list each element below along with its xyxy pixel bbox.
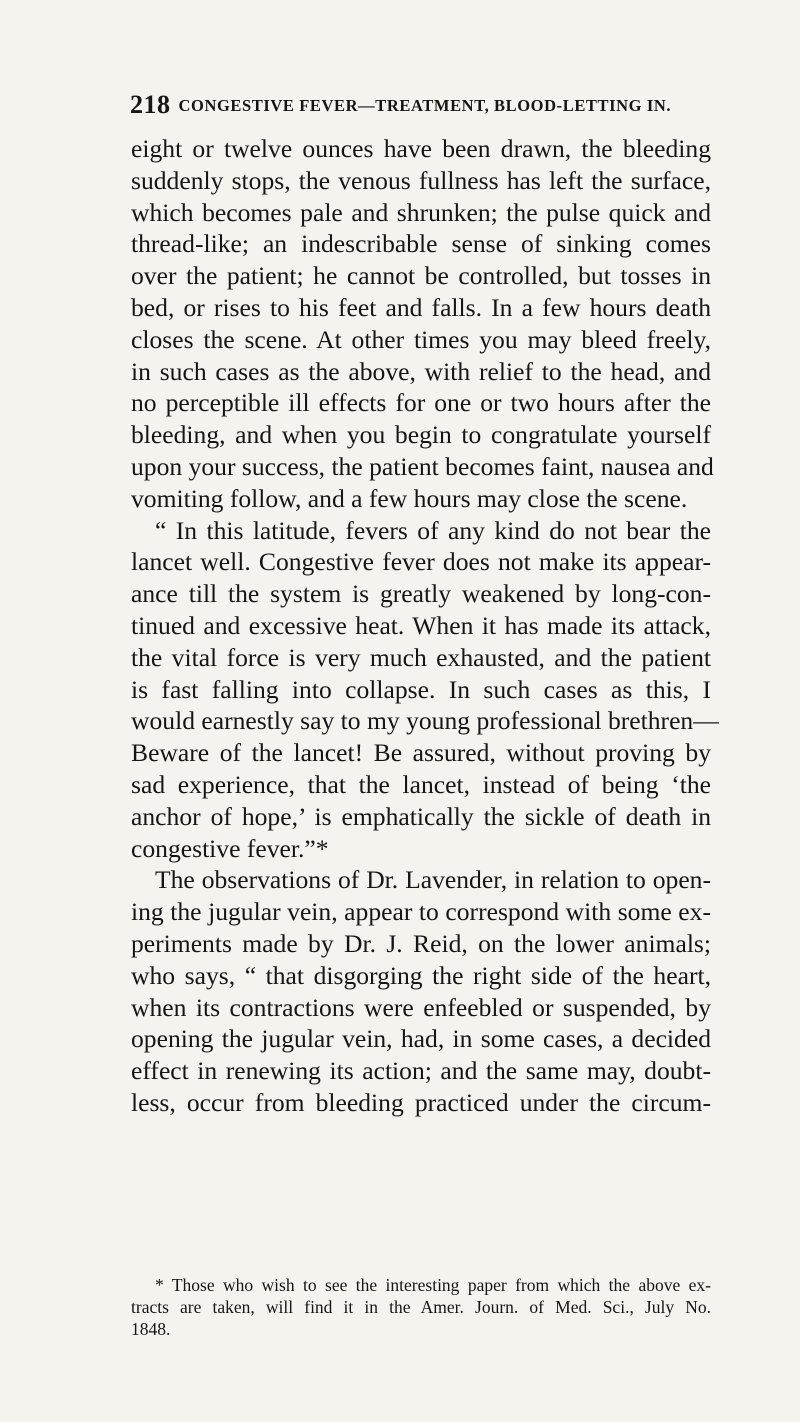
text-line: is fast falling into collapse. In such cases as this, I: [131, 674, 711, 704]
running-head: [130, 90, 710, 120]
text-line: in such cases as the above, with relief to the head, and: [131, 356, 711, 386]
text-line: bleeding, and when you begin to congratulate yourself: [131, 420, 711, 450]
text-line: no perceptible ill effects for one or two hours after the: [131, 388, 711, 418]
text-line: eight or twelve ounces have been drawn, the bleeding: [131, 134, 711, 163]
text-line: vomiting follow, and a few hours may close the scene.: [131, 483, 688, 513]
text-line: ance till the system is greatly weakened by long-con-: [131, 579, 711, 609]
text-line: anchor of hope,’ is emphatically the sickle of death in: [131, 801, 711, 831]
text-line: congestive fever.”*: [131, 833, 329, 863]
text-line: The observations of Dr. Lavender, in relation to open-: [155, 865, 711, 895]
text-line: opening the jugular vein, had, in some cases, a decided: [131, 1024, 711, 1054]
text-line: “ In this latitude, fevers of any kind do not bear the: [155, 515, 711, 545]
text-line: periments made by Dr. J. Reid, on the lower animals;: [131, 928, 711, 958]
running-title: CONGESTIVE FEVER—TREATMENT, BLOOD-LETTING IN.: [178, 96, 672, 115]
text-line: suddenly stops, the venous fullness has left the surface,: [131, 165, 711, 195]
body-text: [131, 133, 719, 1119]
text-line: when its contractions were enfeebled or suspended, by: [131, 992, 711, 1022]
page-number: 218: [130, 90, 171, 119]
text-line: closes the scene. At other times you may bleed freely,: [131, 324, 711, 354]
text-line: tinued and excessive heat. When it has made its attack,: [131, 610, 711, 640]
footnote-line: tracts are taken, will find it in the Amer. Journ. of Med. Sci., July No.: [131, 1297, 711, 1317]
text-line: the vital force is very much exhausted, and the patient: [131, 642, 711, 672]
text-line: which becomes pale and shrunken; the pulse quick and: [131, 197, 711, 227]
text-line: bed, or rises to his feet and falls. In a few hours death: [131, 292, 711, 322]
text-line: ing the jugular vein, appear to correspond with some ex-: [131, 897, 711, 927]
text-line: thread-like; an indescribable sense of sinking comes: [131, 229, 711, 259]
text-line: would earnestly say to my young professional brethren—: [131, 706, 719, 736]
footnote: [131, 1274, 711, 1340]
text-line: effect in renewing its action; and the same may, doubt-: [131, 1056, 711, 1086]
text-line: over the patient; he cannot be controlled, but tosses in: [131, 261, 711, 291]
text-line: Beware of the lancet! Be assured, without proving by: [131, 738, 711, 768]
text-line: lancet well. Congestive fever does not make its appear-: [131, 547, 711, 577]
text-line: who says, “ that disgorging the right side of the heart,: [131, 960, 711, 990]
text-line: upon your success, the patient becomes faint, nausea and: [131, 451, 714, 481]
footnote-line: 1848.: [131, 1319, 171, 1339]
text-line: sad experience, that the lancet, instead of being ‘the: [131, 769, 711, 799]
text-line: less, occur from bleeding practiced under the circum-: [131, 1087, 711, 1117]
footnote-line: * Those who wish to see the interesting paper from which the above ex-: [155, 1275, 711, 1295]
